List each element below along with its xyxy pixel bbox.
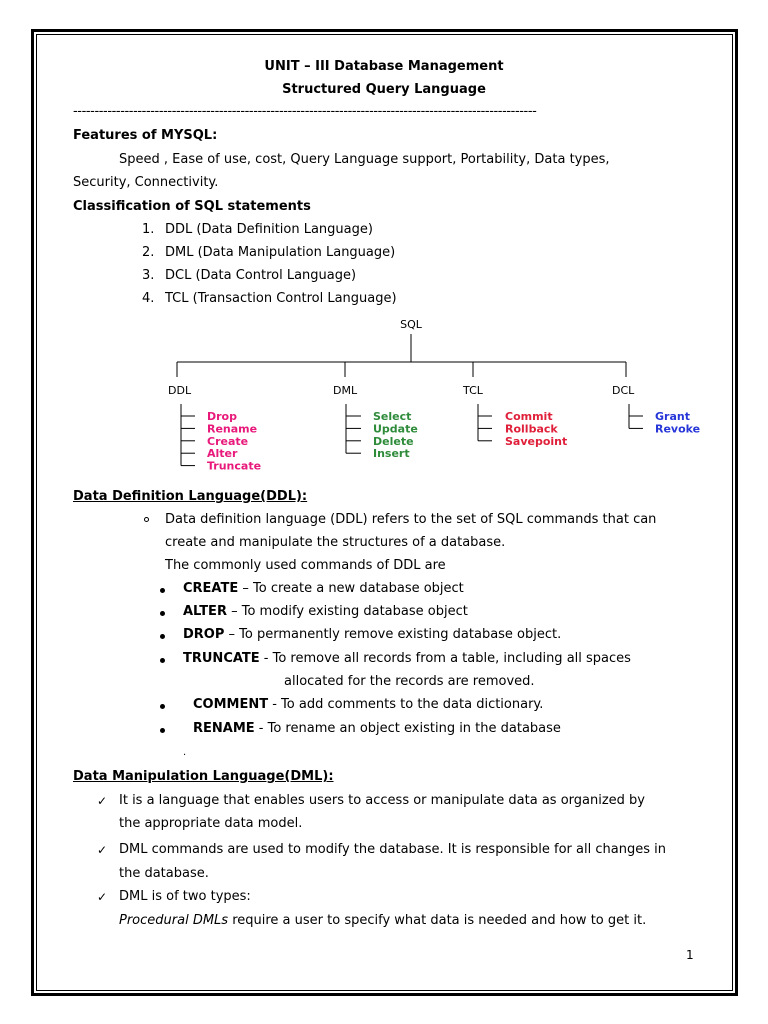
classification-item-text: DDL (Data Definition Language) bbox=[165, 222, 373, 237]
diagram-item-label: Insert bbox=[373, 447, 410, 461]
dml-point3: DML is of two types: bbox=[119, 889, 251, 904]
diagram-root-label: SQL bbox=[400, 318, 422, 331]
bullet-icon bbox=[160, 588, 165, 593]
features-text-line2: Security, Connectivity. bbox=[73, 175, 219, 190]
diagram-branch-label: TCL bbox=[463, 384, 483, 397]
bullet-icon bbox=[160, 728, 165, 733]
classification-item-num: 2. bbox=[142, 245, 155, 260]
dml-procedural-line: Procedural DMLs require a user to specify what data is needed and how to get it. bbox=[119, 913, 647, 928]
diagram-item-label: Truncate bbox=[207, 459, 262, 473]
ddl-intro-line1: Data definition language (DDL) refers to the set of SQL commands that can bbox=[165, 512, 657, 527]
unit-title: UNIT – III Database Management bbox=[264, 59, 504, 74]
ddl-intro-line2: create and manipulate the structures of a database. bbox=[165, 535, 506, 550]
checkmark-icon: ✓ bbox=[97, 890, 108, 904]
diagram-item-label: Savepoint bbox=[505, 434, 568, 448]
ddl-command: CREATE – To create a new database object bbox=[183, 581, 464, 596]
diagram-item-label: Drop bbox=[207, 410, 237, 423]
diagram-branch-label: DML bbox=[333, 384, 358, 397]
diagram-item-label: Grant bbox=[655, 410, 690, 423]
bullet-icon bbox=[160, 704, 165, 709]
classification-item-num: 1. bbox=[142, 222, 155, 237]
page-number: 1 bbox=[686, 948, 694, 962]
stray-dot: . bbox=[183, 747, 187, 758]
checkmark-icon: ✓ bbox=[97, 794, 108, 808]
ddl-command: ALTER – To modify existing database object bbox=[183, 604, 468, 619]
diagram-item-label: Delete bbox=[373, 434, 414, 448]
ddl-command: COMMENT - To add comments to the data dictionary. bbox=[193, 697, 544, 712]
classification-heading: Classification of SQL statements bbox=[73, 199, 311, 214]
dml-point2-line2: the database. bbox=[119, 866, 209, 881]
classification-item-text: TCL (Transaction Control Language) bbox=[165, 291, 397, 306]
dml-heading: Data Manipulation Language(DML): bbox=[73, 769, 334, 784]
separator-line: ------------------------------------------------------------------------------------------------------------ bbox=[73, 104, 537, 119]
classification-item-text: DML (Data Manipulation Language) bbox=[165, 245, 396, 260]
ddl-command: DROP – To permanently remove existing database object. bbox=[183, 627, 562, 642]
features-heading: Features of MYSQL: bbox=[73, 128, 218, 143]
diagram-item-label: Revoke bbox=[655, 422, 701, 436]
ddl-command: TRUNCATE - To remove all records from a table, including all spaces bbox=[183, 651, 631, 666]
diagram-item-label: Select bbox=[373, 410, 412, 423]
diagram-item-label: Rename bbox=[207, 422, 258, 436]
diagram-item-label: Update bbox=[373, 422, 418, 436]
dml-point1-line1: It is a language that enables users to access or manipulate data as organized by bbox=[119, 793, 646, 808]
bullet-icon bbox=[160, 611, 165, 616]
diagram-branch-label: DDL bbox=[168, 384, 192, 397]
ddl-heading: Data Definition Language(DDL): bbox=[73, 489, 308, 504]
ddl-command-continuation: allocated for the records are removed. bbox=[284, 674, 535, 689]
classification-item-num: 3. bbox=[142, 268, 155, 283]
page-title: Structured Query Language bbox=[282, 82, 486, 97]
ddl-command: RENAME - To rename an object existing in the database bbox=[193, 721, 561, 736]
diagram-item-label: Commit bbox=[505, 410, 553, 423]
diagram-item-label: Create bbox=[207, 434, 249, 448]
features-text-line1: Speed , Ease of use, cost, Query Language support, Portability, Data types, bbox=[119, 152, 610, 167]
ddl-intro-line3: The commonly used commands of DDL are bbox=[165, 558, 446, 573]
dml-point2-line1: DML commands are used to modify the database. It is responsible for all changes in bbox=[119, 842, 666, 857]
classification-item-text: DCL (Data Control Language) bbox=[165, 268, 357, 283]
bullet-icon bbox=[160, 658, 165, 663]
dml-point1-line2: the appropriate data model. bbox=[119, 816, 303, 831]
classification-item-num: 4. bbox=[142, 291, 155, 306]
circle-bullet-icon bbox=[144, 517, 149, 522]
diagram-item-label: Alter bbox=[207, 447, 238, 461]
diagram-branch-label: DCL bbox=[612, 384, 635, 397]
bullet-icon bbox=[160, 634, 165, 639]
checkmark-icon: ✓ bbox=[97, 843, 108, 857]
diagram-item-label: Rollback bbox=[505, 422, 558, 436]
